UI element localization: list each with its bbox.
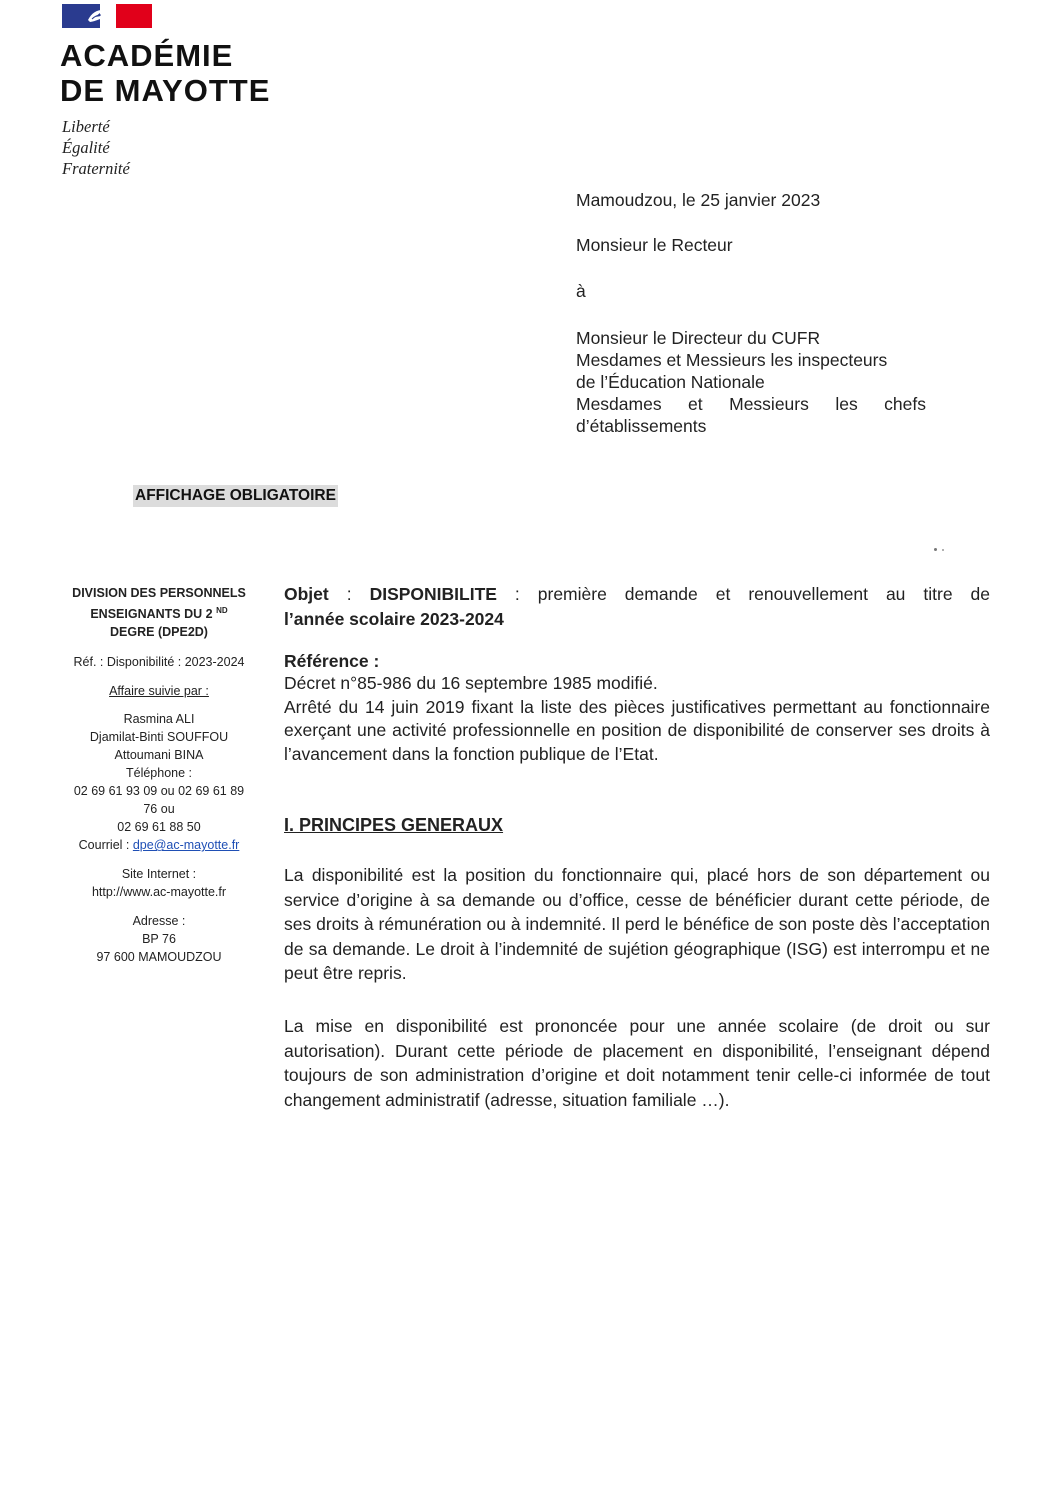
contact-name: Rasmina ALI xyxy=(123,712,195,727)
object-title: DISPONIBILITE xyxy=(369,584,497,604)
object-line1: Objet : DISPONIBILITE : première demande et renouvellement au titre de xyxy=(284,584,990,604)
recipient-line: de l’Éducation Nationale xyxy=(576,372,765,392)
division-line1: DIVISION DES PERSONNELS xyxy=(72,586,246,600)
website-label: Site Internet : xyxy=(121,867,197,882)
division-line2: ENSEIGNANTS DU 2 $^{ND}$ xyxy=(90,606,228,622)
sidebar xyxy=(48,584,270,966)
object-label: Objet xyxy=(284,584,329,604)
recipient-line: Monsieur le Directeur du CUFR xyxy=(576,328,821,348)
section-title: I. PRINCIPES GENERAUX xyxy=(284,815,504,835)
republic-flag-logo xyxy=(62,4,152,28)
academy-name-line1: ACADÉMIE xyxy=(60,38,234,73)
date-place: Mamoudzou, le 25 janvier 2023 xyxy=(576,190,821,210)
division-line3: DEGRE (DPE2D) xyxy=(110,625,208,640)
recipient-line: Mesdames et Messieurs les chefs xyxy=(576,394,926,414)
website-url: http://www.ac-mayotte.fr xyxy=(91,885,227,900)
address-line: 97 600 MAMOUDZOU xyxy=(96,950,222,965)
republic-motto xyxy=(62,116,130,179)
email-link[interactable]: dpe@ac-mayotte.fr xyxy=(132,838,240,853)
address-label: Adresse : xyxy=(132,914,186,929)
object-text: première demande et renouvellement au titre de xyxy=(537,584,990,604)
motto-egalite: Égalité xyxy=(62,138,110,157)
posting-notice: AFFICHAGE OBLIGATOIRE xyxy=(133,485,338,507)
addressed-to: à xyxy=(576,281,586,301)
marianne-profile-icon xyxy=(84,6,110,26)
email-label: Courriel : xyxy=(78,838,130,853)
phone-line: 76 ou xyxy=(143,802,175,817)
contact-name: Djamilat-Binti SOUFFOU xyxy=(89,730,229,745)
scan-speck xyxy=(934,548,937,551)
reference-block xyxy=(284,650,990,766)
recipient-line: d’établissements xyxy=(576,416,707,436)
division-superscript: ND xyxy=(216,606,228,615)
reference-label: Référence : xyxy=(284,651,380,671)
scan-speck xyxy=(942,549,944,551)
recipients xyxy=(576,327,926,437)
academy-name-line2: DE MAYOTTE xyxy=(60,73,271,108)
followed-by-label: Affaire suivie par : xyxy=(109,684,209,699)
paragraph-general-principles-1: La disponibilité est la position du fonctionnaire qui, placé hors de son département ou service d’origine à sa demande ou d’office, cesse de bénéficier durant cette période, de ses droits à rémunération ou à indemnité. Il perd le bénéfice de son poste dès l’acceptation de sa demande. Le droit à l’indemnité de sujétion géographique (ISG) est interrompu et ne peut être repris. xyxy=(284,865,990,983)
address-line: BP 76 xyxy=(142,932,176,947)
object-line2: l’année scolaire 2023-2024 xyxy=(284,608,504,629)
phone-label: Téléphone : xyxy=(125,766,193,781)
reference-arrete: Arrêté du 14 juin 2019 fixant la liste des pièces justificatives permettant au fonctionnaire exerçant une activité professionnelle en position de disponibilité de conserver ses droits à l’avancement dans la fonction publique de l’Etat. xyxy=(284,696,990,764)
contact-name: Attoumani BINA xyxy=(114,748,204,763)
email-row xyxy=(48,836,270,854)
sender: Monsieur le Recteur xyxy=(576,235,733,255)
reference-code: Réf. : Disponibilité : 2023-2024 xyxy=(73,655,245,670)
academy-name xyxy=(60,38,270,108)
motto-fraternite: Fraternité xyxy=(62,159,130,178)
paragraph-general-principles-2: La mise en disponibilité est prononcée pour une année scolaire (de droit ou sur autorisation). Durant cette période de placement en disponibilité, l’enseignant dépend toujours de son administration d’origine et doit notamment tenir celle-ci informée de tout changement administratif (adresse, situation familiale …). xyxy=(284,1016,990,1110)
phone-line: 02 69 61 93 09 ou 02 69 61 89 xyxy=(73,784,245,799)
reference-decree: Décret n°85-986 du 16 septembre 1985 modifié. xyxy=(284,673,658,693)
object-block xyxy=(284,582,990,631)
motto-liberte: Liberté xyxy=(62,117,110,136)
phone-line: 02 69 61 88 50 xyxy=(117,820,201,835)
recipient-line: Mesdames et Messieurs les inspecteurs xyxy=(576,350,888,370)
